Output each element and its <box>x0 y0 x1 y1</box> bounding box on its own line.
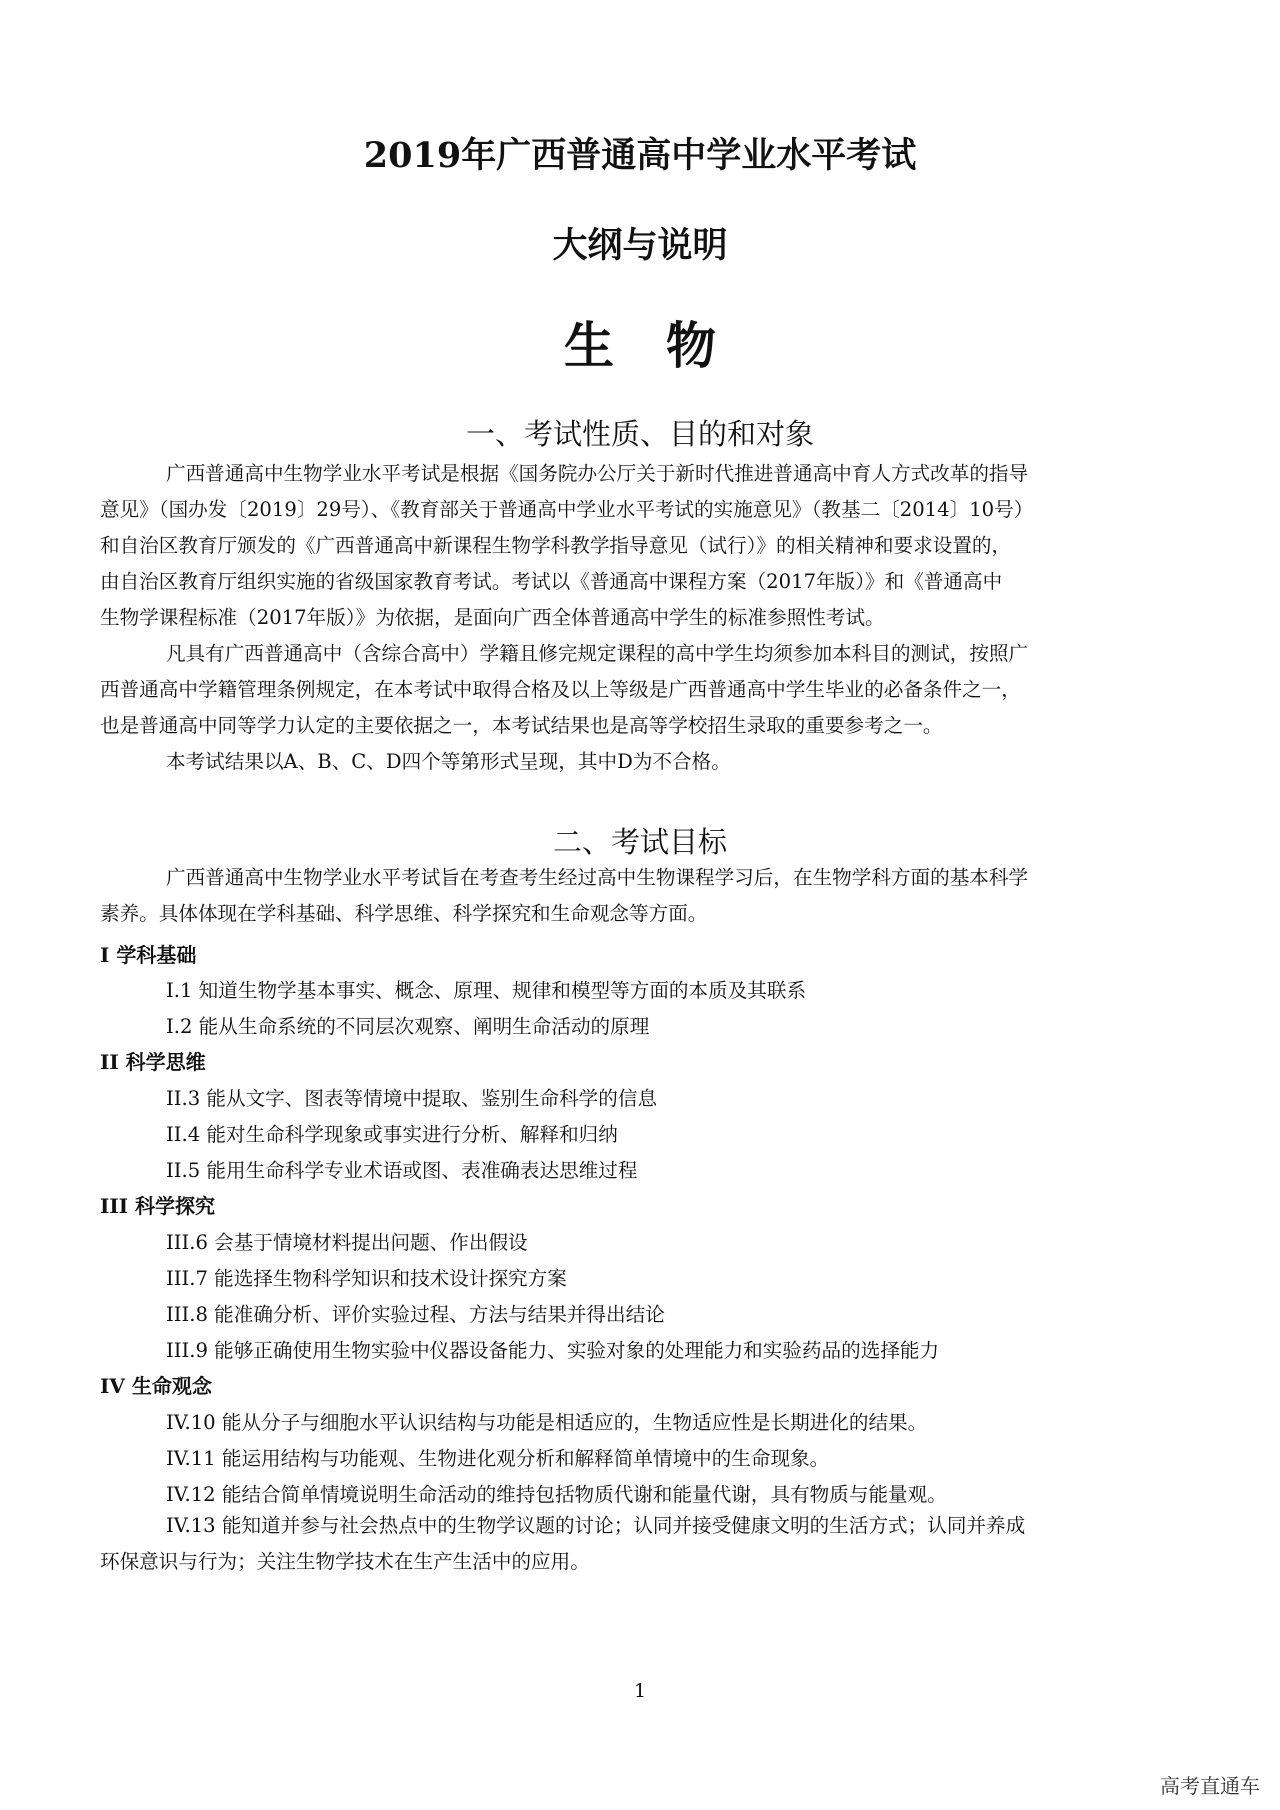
goal-item: I.1 知道生物学基本事实、概念、原理、规律和模型等方面的本质及其联系 <box>166 979 807 1002</box>
goal-item: II.4 能对生命科学现象或事实进行分析、解释和归纳 <box>166 1123 618 1146</box>
text-line: 意见》（国办发〔2019〕29号）、《教育部关于普通高中学业水平考试的实施意见》（教基二〔2014〕10号） <box>100 498 1034 521</box>
section1-paragraph-1 <box>100 456 1160 636</box>
goal-item: III.7 能选择生物科学知识和技术设计探究方案 <box>166 1267 567 1290</box>
goal-group-heading: III 科学探究 <box>100 1194 216 1218</box>
watermark-text: 高考直通车 <box>1160 1774 1260 1798</box>
goal-group-heading: IV 生命观念 <box>100 1374 212 1398</box>
goal-item: III.9 能够正确使用生物实验中仪器设备能力、实验对象的处理能力和实验药品的选择能力 <box>166 1339 940 1362</box>
goal-group-heading: II 科学思维 <box>100 1050 206 1074</box>
goal-item: III.6 会基于情境材料提出问题、作出假设 <box>166 1231 528 1254</box>
text-line: 素养。具体体现在学科基础、科学思维、科学探究和生命观念等方面。 <box>100 902 708 925</box>
section2-intro <box>100 860 1160 932</box>
goal-item-wrapped <box>100 1508 1160 1580</box>
section-heading-1: 一、考试性质、目的和对象 <box>465 417 814 451</box>
text-line: 广西普通高中生物学业水平考试旨在考查考生经过高中生物课程学习后，在生物学科方面的基本科学 <box>166 866 1029 889</box>
text-line: 和自治区教育厅颁发的《广西普通高中新课程生物学科教学指导意见（试行）》的相关精神和要求设置的， <box>100 534 1012 557</box>
text-line: 生物学课程标准（2017年版）》为依据，是面向广西全体普通高中学生的标准参照性考试。 <box>100 606 885 629</box>
text-line: 环保意识与行为；关注生物学技术在生产生活中的应用。 <box>100 1550 590 1573</box>
goal-item: IV.11 能运用结构与功能观、生物进化观分析和解释简单情境中的生命现象。 <box>166 1447 830 1470</box>
goal-item: IV.10 能从分子与细胞水平认识结构与功能是相适应的，生物适应性是长期进化的结果。 <box>166 1411 928 1434</box>
goal-item: I.2 能从生命系统的不同层次观察、阐明生命活动的原理 <box>166 1015 650 1038</box>
text-line: IV.13 能知道并参与社会热点中的生物学议题的讨论；认同并接受健康文明的生活方式；认同并养成 <box>166 1514 1026 1537</box>
text-line: 凡具有广西普通高中（含综合高中）学籍且修完规定课程的高中学生均须参加本科目的测试，按照广 <box>166 642 1029 665</box>
goal-item: IV.12 能结合简单情境说明生命活动的维持包括物质代谢和能量代谢，具有物质与能量观。 <box>166 1483 947 1506</box>
section1-paragraph-2 <box>100 636 1160 744</box>
document-title: 2019年广西普通高中学业水平考试 <box>363 135 917 176</box>
text-line: 广西普通高中生物学业水平考试是根据《国务院办公厅关于新时代推进普通高中育人方式改革的指导 <box>166 462 1029 485</box>
goal-item: II.3 能从文字、图表等情境中提取、鉴别生命科学的信息 <box>166 1087 658 1110</box>
goal-item: II.5 能用生命科学专业术语或图、表准确表达思维过程 <box>166 1159 638 1182</box>
page-number: 1 <box>633 1680 647 1702</box>
document-subtitle: 大纲与说明 <box>552 225 728 266</box>
section-heading-2: 二、考试目标 <box>552 825 727 859</box>
text-line: 西普通高中学籍管理条例规定，在本考试中取得合格及以上等级是广西普通高中学生毕业的必备条件之一， <box>100 678 1021 701</box>
goal-item: III.8 能准确分析、评价实验过程、方法与结果并得出结论 <box>166 1303 665 1326</box>
text-line: 也是普通高中同等学力认定的主要依据之一，本考试结果也是高等学校招生录取的重要参考之一。 <box>100 714 943 737</box>
text-line: 本考试结果以A、B、C、D四个等第形式呈现，其中D为不合格。 <box>166 750 731 773</box>
text-line: 由自治区教育厅组织实施的省级国家教育考试。考试以《普通高中课程方案（2017年版）》和《普通高中 <box>100 570 1003 593</box>
goal-group-heading: I 学科基础 <box>100 943 197 967</box>
section1-paragraph-3 <box>100 744 1160 780</box>
subject-title: 生物 <box>564 316 768 375</box>
